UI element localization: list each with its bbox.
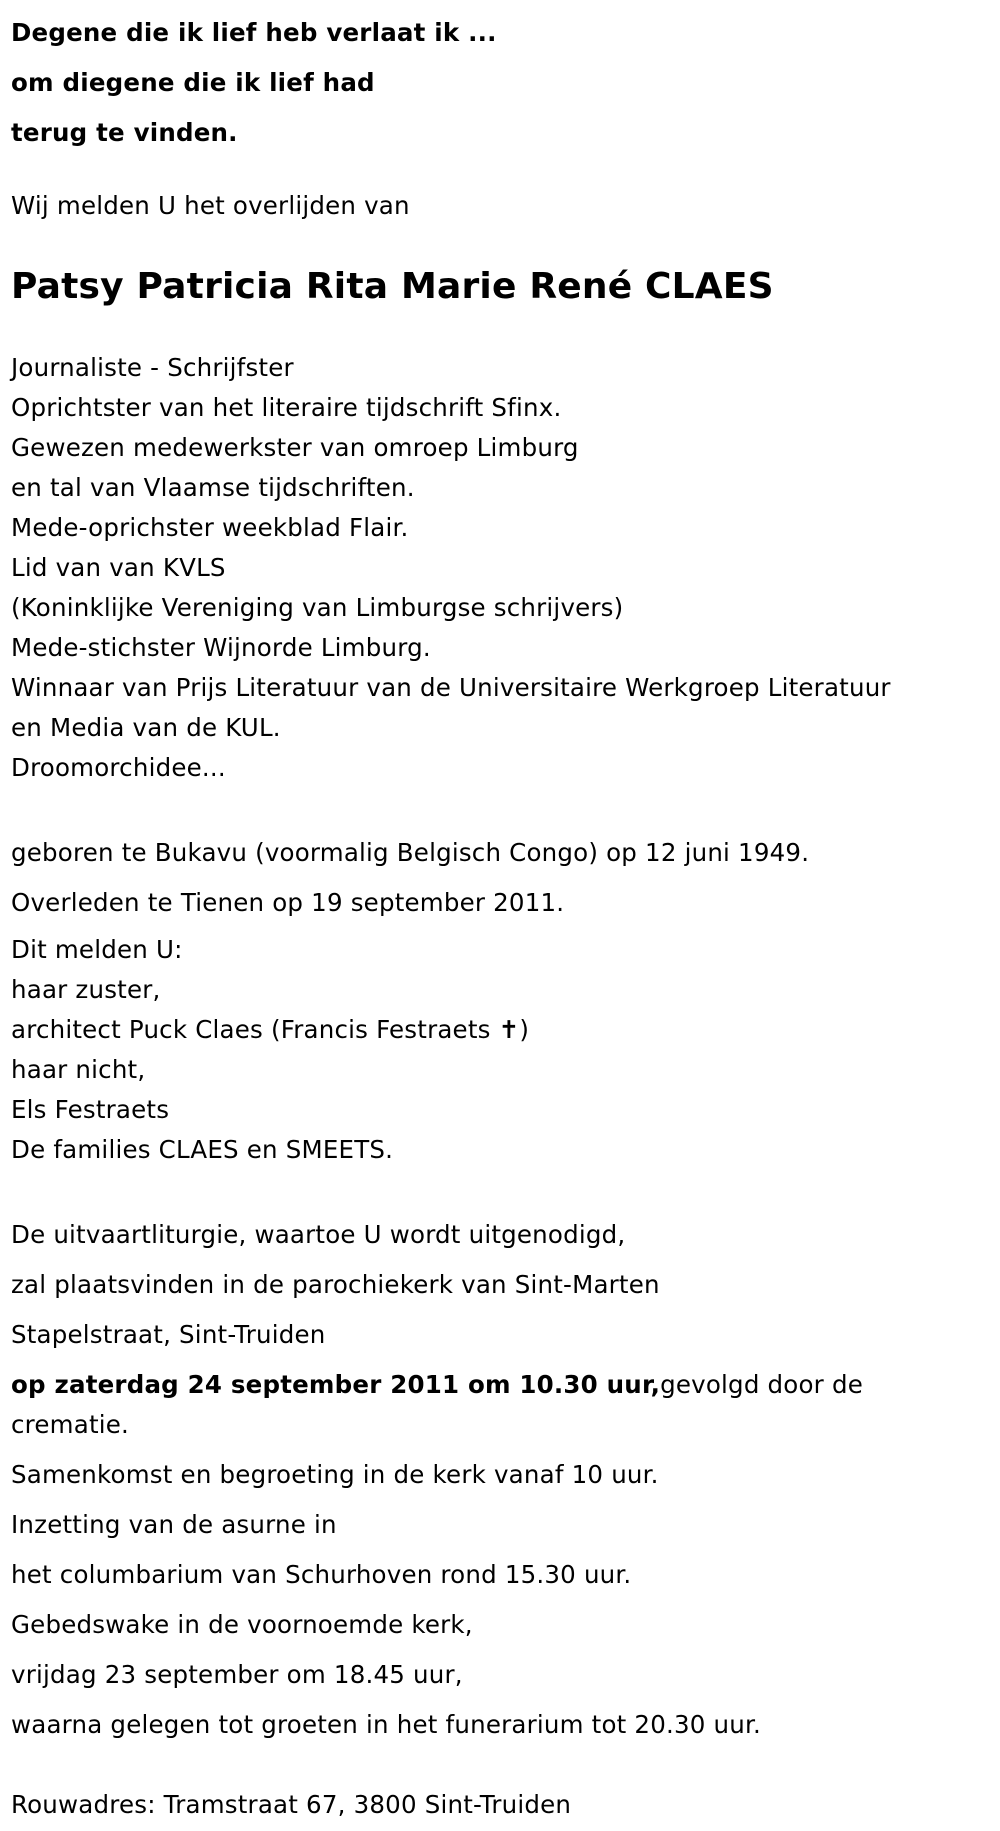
bio-line: Droomorchidee... — [11, 753, 226, 782]
biography — [11, 348, 1000, 788]
verse-line: Degene die ik lief heb verlaat ik ... — [11, 18, 497, 47]
service-line: zal plaatsvinden in de parochiekerk van Sint-Marten — [11, 1270, 660, 1299]
bio-line: Gewezen medewerkster van omroep Limburg — [11, 433, 579, 462]
family-line: Els Festraets — [11, 1095, 170, 1124]
service-date-line — [11, 1360, 911, 1450]
bio-line: Lid van van KVLS — [11, 553, 226, 582]
bio-line: Oprichtster van het literaire tijdschrift Sfinx. — [11, 393, 562, 422]
verse-line: terug te vinden. — [11, 118, 238, 147]
verse-line: om diegene die ik lief had — [11, 68, 375, 97]
service-line: vrijdag 23 september om 18.45 uur, — [11, 1660, 463, 1689]
mourning-address: Rouwadres: Tramstraat 67, 3800 Sint-Truiden — [11, 1790, 572, 1819]
birth-info: geboren te Bukavu (voormalig Belgisch Congo) op 12 juni 1949. — [11, 838, 810, 867]
service-date-rest: gevolgd door de crematie. — [11, 1370, 863, 1439]
service-line: De uitvaartliturgie, waartoe U wordt uitgenodigd, — [11, 1220, 626, 1249]
announcement-intro: Wij melden U het overlijden van — [11, 191, 410, 220]
service-line: Gebedswake in de voornoemde kerk, — [11, 1610, 473, 1639]
funeral-service-info — [11, 1210, 1000, 1750]
family-line: haar nicht, — [11, 1055, 146, 1084]
service-line: het columbarium van Schurhoven rond 15.30 uur. — [11, 1560, 632, 1589]
bio-line: (Koninklijke Vereniging van Limburgse schrijvers) — [11, 593, 624, 622]
family-line: De families CLAES en SMEETS. — [11, 1135, 394, 1164]
bio-line: en tal van Vlaamse tijdschriften. — [11, 473, 415, 502]
bio-line: Winnaar van Prijs Literatuur van de Universitaire Werkgroep Literatuur — [11, 673, 891, 702]
family-line: haar zuster, — [11, 975, 161, 1004]
bio-line: Journaliste - Schrijfster — [11, 353, 294, 382]
service-line: waarna gelegen tot groeten in het funerarium tot 20.30 uur. — [11, 1710, 762, 1739]
family-line: architect Puck Claes (Francis Festraets ✝) — [11, 1015, 530, 1044]
family-list — [11, 930, 1000, 1170]
opening-verse — [11, 8, 1000, 158]
death-info: Overleden te Tienen op 19 september 2011. — [11, 888, 565, 917]
service-date: op zaterdag 24 september 2011 om 10.30 uur, — [11, 1370, 661, 1399]
deceased-name: Patsy Patricia Rita Marie René CLAES — [11, 266, 774, 307]
bio-line: Mede-stichster Wijnorde Limburg. — [11, 633, 431, 662]
service-line: Samenkomst en begroeting in de kerk vanaf 10 uur. — [11, 1460, 659, 1489]
service-line: Inzetting van de asurne in — [11, 1510, 337, 1539]
bio-line: en Media van de KUL. — [11, 713, 281, 742]
service-line: Stapelstraat, Sint-Truiden — [11, 1320, 326, 1349]
bio-line: Mede-oprichster weekblad Flair. — [11, 513, 409, 542]
family-line: Dit melden U: — [11, 935, 183, 964]
